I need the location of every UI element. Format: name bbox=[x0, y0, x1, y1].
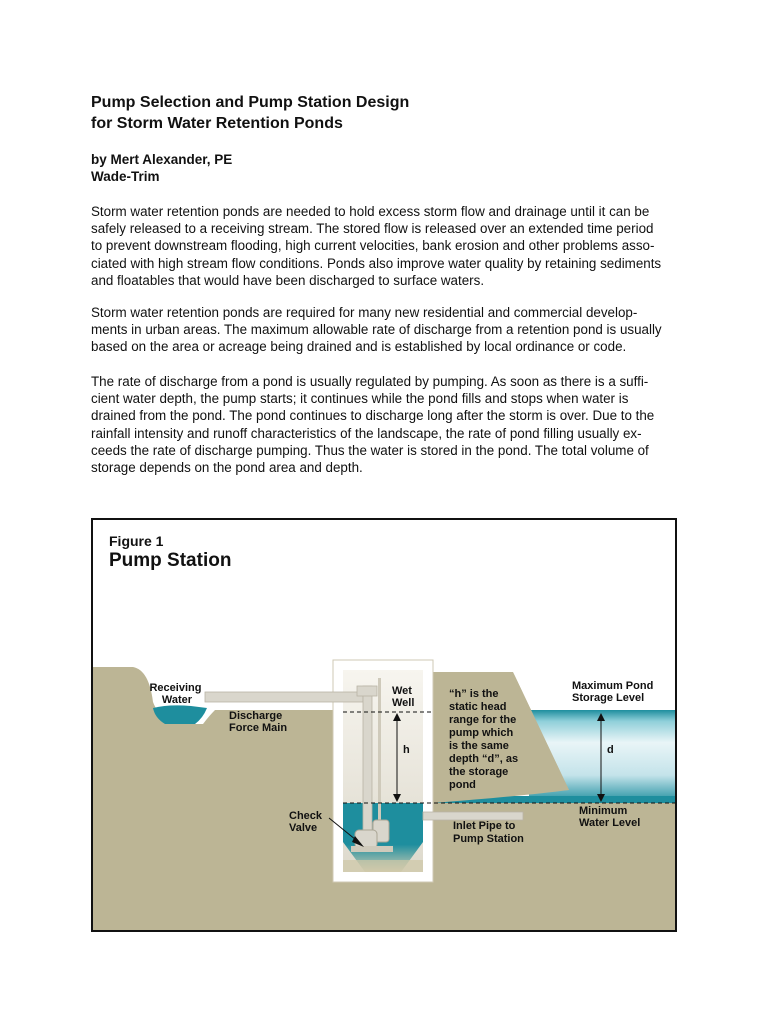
organization: Wade-Trim bbox=[91, 169, 160, 184]
paragraph-2 bbox=[91, 304, 681, 356]
figure-label: Figure 1 bbox=[109, 533, 164, 549]
document-title bbox=[91, 92, 409, 134]
pump-station-diagram bbox=[93, 520, 675, 930]
float-rod bbox=[378, 678, 381, 834]
author: by Mert Alexander, PE bbox=[91, 152, 233, 167]
label-wet-well: Wet Well bbox=[392, 685, 415, 709]
paragraph-1 bbox=[91, 203, 681, 289]
inlet-pipe bbox=[423, 812, 523, 820]
paragraph-line: rainfall intensity and runoff characteristics of the landscape, the rate of pond filling usually ex- bbox=[91, 425, 642, 441]
paragraph-line: Storm water retention ponds are needed to hold excess storm flow and drainage until it can be bbox=[91, 204, 650, 219]
sump-floor bbox=[343, 860, 423, 872]
label-receiving-water: Receiving Water bbox=[149, 682, 202, 706]
discharge-force-main-pipe bbox=[205, 692, 363, 702]
figure-title: Pump Station bbox=[109, 550, 232, 571]
paragraph-3 bbox=[91, 373, 681, 476]
figure-pump-station bbox=[91, 518, 677, 932]
title-line-2: for Storm Water Retention Ponds bbox=[91, 115, 343, 132]
label-inlet-pipe: Inlet Pipe to Pump Station bbox=[453, 820, 524, 845]
paragraph-line: storage depends on the pond area and depth. bbox=[91, 460, 363, 476]
riser-pipe bbox=[363, 686, 372, 846]
label-h: h bbox=[403, 744, 410, 756]
label-h-note: “h” is the static head range for the pump which is the same depth “d”, as the storage pond bbox=[449, 688, 519, 791]
paragraph-line: ments in urban areas. The maximum allowable rate of discharge from a retention pond is usually bbox=[91, 322, 662, 338]
pump-motor bbox=[355, 830, 377, 848]
paragraph-line: ciated with high stream flow conditions. Ponds also improve water quality by retaining sediments bbox=[91, 255, 662, 271]
label-check-valve: Check Valve bbox=[289, 810, 323, 834]
paragraph-line: The rate of discharge from a pond is usually regulated by pumping. As soon as there is a suffi- bbox=[91, 374, 649, 389]
paragraph-line: cient water depth, the pump starts; it continues while the pond fills and stops when water is bbox=[91, 391, 629, 407]
byline bbox=[91, 151, 232, 185]
label-discharge-force-main: Discharge Force Main bbox=[229, 710, 288, 734]
paragraph-line: safely released to a receiving stream. The stored flow is released over an extended time period bbox=[91, 221, 654, 237]
title-line-1: Pump Selection and Pump Station Design bbox=[91, 94, 410, 111]
paragraph-line: drained from the pond. The pond continues to discharge long after the storm is over. Due to the bbox=[91, 408, 655, 424]
paragraph-line: and floatables that would have been discharged to surface waters. bbox=[91, 272, 485, 288]
label-d: d bbox=[607, 744, 614, 756]
label-maximum-pond: Maximum Pond Storage Level bbox=[572, 680, 654, 704]
paragraph-line: Storm water retention ponds are required for many new residential and commercial develop- bbox=[91, 305, 638, 320]
riser-elbow bbox=[357, 686, 377, 696]
label-minimum-water: Minimum Water Level bbox=[579, 805, 641, 829]
paragraph-line: to prevent downstream flooding, high current velocities, bank erosion and other problems asso- bbox=[91, 238, 655, 254]
receiving-water bbox=[153, 705, 207, 724]
pump-base bbox=[351, 846, 393, 852]
paragraph-line: based on the area or acreage being drained and is established by local ordinance or code. bbox=[91, 339, 627, 355]
paragraph-line: ceeds the rate of discharge pumping. Thus the water is stored in the pond. The total volume of bbox=[91, 442, 649, 458]
